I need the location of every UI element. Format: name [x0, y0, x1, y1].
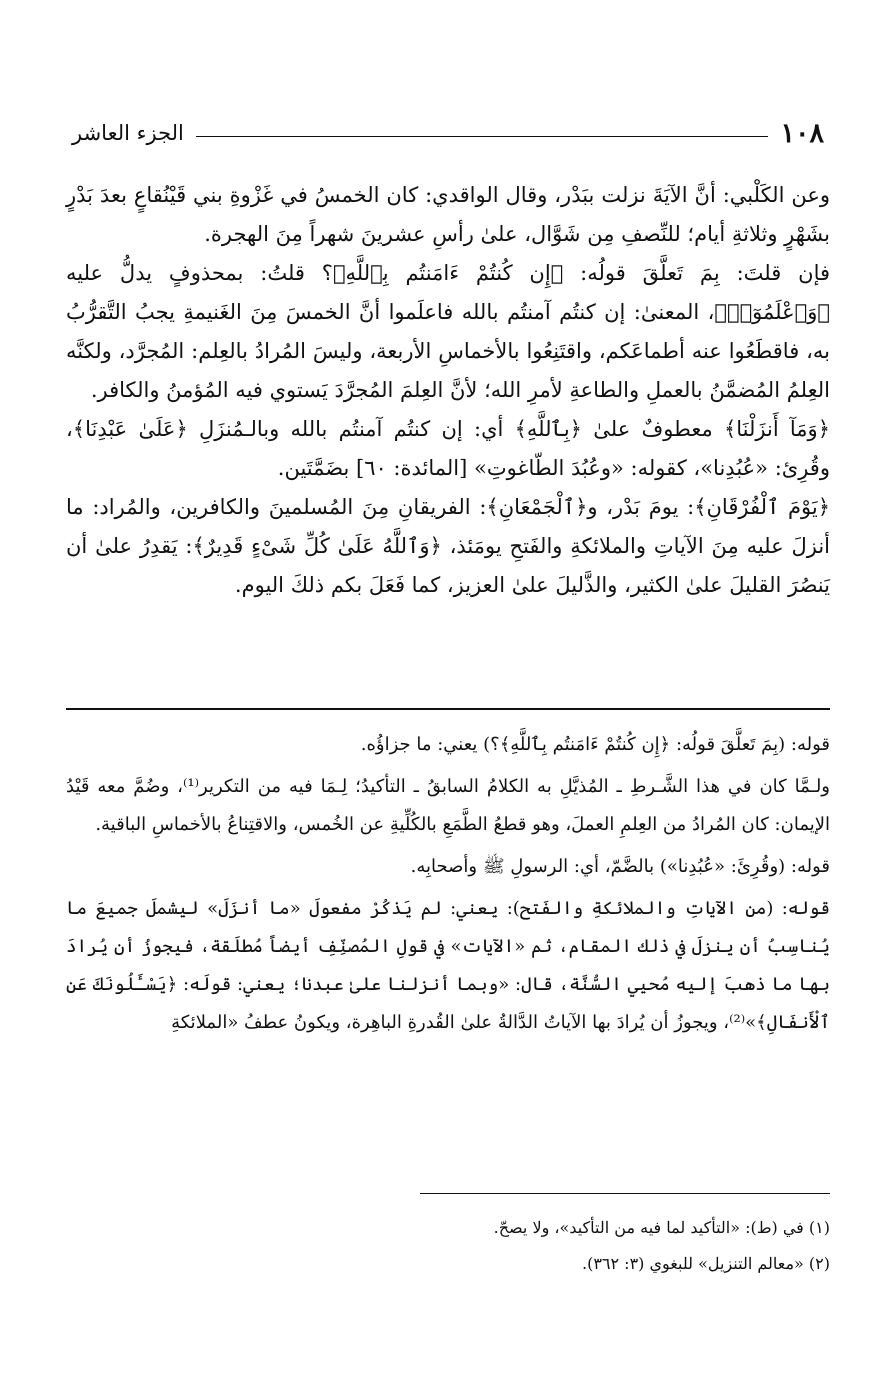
- commentary-paragraph: ولـمَّا كان في هذا الشَّـرطِ ـ المُذيَّلِ به الكلامُ السابقُ ـ التأكيدُ؛ لِـمَا فيه من التكرير⁽¹⁾، وضُمَّ معه قَيْدُ الإيمان: كان المُرادُ من العِلمِ العملَ، وهو قطعُ الطَّمَعِ بالكُلِّيةِ عن الخُمس، والاقتِناعُ بالأخماسِ الباقية.: [66, 776, 830, 835]
- main-paragraph: ﴿وَمَآ أَنزَلْنَا﴾ معطوفٌ علىٰ ﴿بِٱللَّهِ﴾ أي: إن كنتُم آمنتُم بالله وبالـمُنزَلِ ﴿عَلَىٰ عَبْدِنَا﴾، وقُرِئ: «عُبُدِنا»، كقوله: «وعُبُدَ الطّاغوتِ» [المائدة: ٦٠] بضَمَّتَين.: [66, 417, 830, 480]
- main-paragraph: وعن الكَلْبي: أنَّ الآيَةَ نزلت ببَدْر، وقال الواقدي: كان الخمسُ في غَزْوةِ بني قَيْنُقاعٍ بعدَ بَدْرٍ بشَهْرٍ وثلاثةِ أيام؛ للنِّصفِ مِن شَوَّال، علىٰ رأسِ عشرينَ شهراً مِنَ الهجرة.: [66, 183, 830, 246]
- footnote: (١) في (ط): «التأكيد لما فيه من التأكيد»، ولا يصحّ.: [493, 1218, 830, 1237]
- commentary-text: [66, 726, 830, 1046]
- page-number: ١٠٨: [780, 117, 824, 149]
- footnote: (٢) «معالم التنزيل» للبغوي (٣: ٣٦٢).: [581, 1254, 830, 1273]
- running-title: الجزء العاشر: [72, 121, 184, 145]
- commentary-paragraph: قوله: (من الآياتِ والملائكةِ والفَتح): يعني: لم يَذكُرْ مفعولَ «ما أنزَلَ» ليشملَ جميعَ ما يُناسِبُ أن ينزلَ في ذلك المقام، ثم «الآيات» في قولِ المُصنِّفِ أيضاً مُطلَقة، فيجوزُ أن يُرادَ بها ما ذهبَ إليه مُحيي السُّنَّة، قال: «وبما أنزلنا علىٰ عبدنا؛ يعني: قولَه: ﴿يَسْـَٔلُونَكَ عَنِ ٱلْأَنفَالِ﴾»⁽²⁾، ويجوزُ أن يُرادَ بها الآياتُ الدَّالةُ علىٰ القُدرةِ الباهِرة، ويكونُ عطفُ «الملائكةِ: [66, 898, 830, 1033]
- commentary-paragraph: قوله: (بِمَ تَعلَّقَ قولُه: ﴿إِن كُنتُمْ ءَامَنتُم بِٱللَّهِ﴾؟) يعني: ما جزاؤُه.: [360, 734, 830, 755]
- main-text: [66, 176, 830, 605]
- main-paragraph: فإن قلتَ: بِمَ تَعلَّقَ قولُه: ﴿إِن كُنتُمْ ءَامَنتُم بِٱللَّهِ﴾؟ قلتُ: بمحذوفٍ يدلُّ عليه ﴿وَٱعْلَمُوٓا۟﴾، المعنىٰ: إن كنتُم آمنتُم بالله فاعلَموا أنَّ الخمسَ مِنَ الغَنيمةِ يجبُ التَّقرُّبُ به، فاقطَعُوا عنه أطماعَكم، واقتَنِعُوا بالأخماسِ الأربعة، وليسَ المُرادُ بالعِلم: المُجرَّد، ولكنَّه العِلمُ المُضمَّنُ بالعملِ والطاعةِ لأمرِ الله؛ لأنَّ العِلمَ المُجرَّدَ يَستوي فيه المُؤمنُ والكافر.: [66, 261, 830, 402]
- page-header: [72, 113, 824, 153]
- commentary-paragraph: قوله: (وقُرِئَ: «عُبُدِنا») بالضَّمّ، أي: الرسولِ ﷺ وأصحابِه.: [410, 856, 830, 877]
- main-paragraph: ﴿يَوْمَ ٱلْفُرْقَانِ﴾: يومَ بَدْر، و﴿ٱلْجَمْعَانِ﴾: الفريقانِ مِنَ المُسلمينَ والكافرين، والمُراد: ما أنزلَ عليه مِنَ الآياتِ والملائكةِ والفَتحِ يومَئذ، ﴿وَٱللَّهُ عَلَىٰ كُلِّ شَىْءٍ قَدِيرٌ﴾: يَقدِرُ علىٰ أن يَنصُرَ القليلَ علىٰ الكثير، والذَّليلَ علىٰ العزيز، كما فَعَلَ بكم ذلكَ اليوم.: [66, 495, 830, 597]
- footnotes: [66, 1210, 830, 1282]
- header-rule: [196, 136, 769, 137]
- footnote-rule: [420, 1193, 830, 1194]
- section-divider: [66, 708, 830, 710]
